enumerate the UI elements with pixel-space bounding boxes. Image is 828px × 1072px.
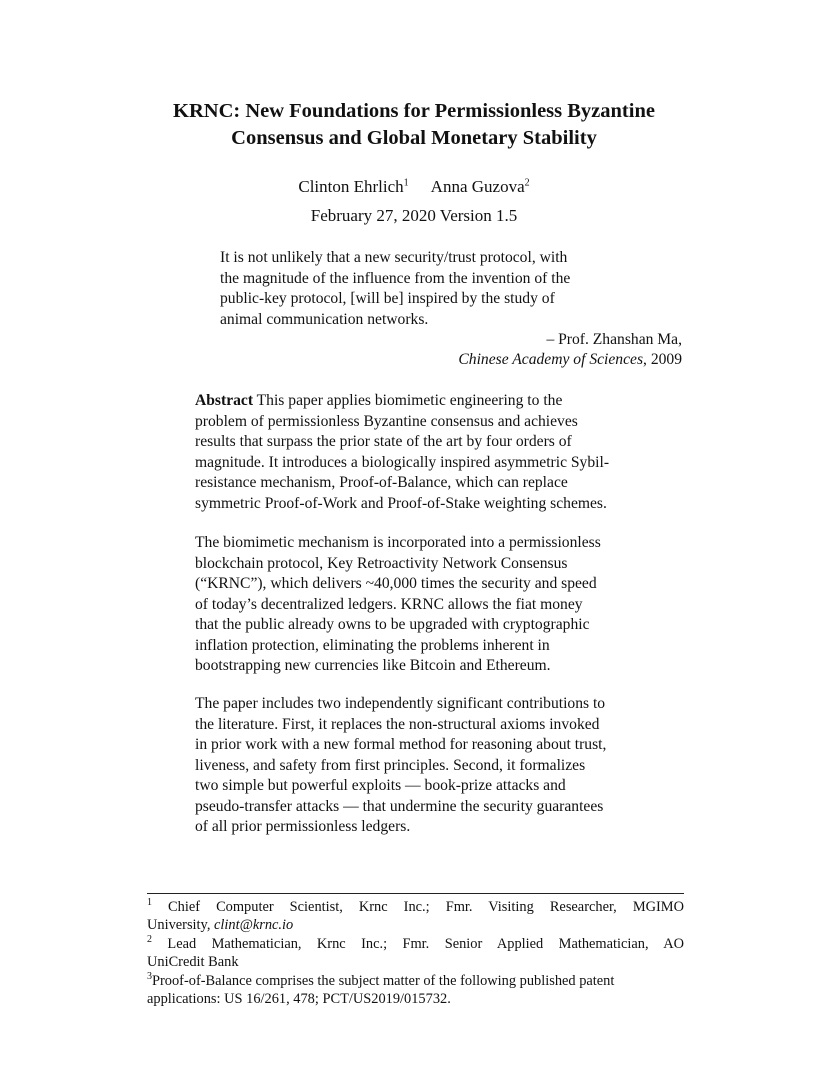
footnote-marker: 1	[403, 177, 409, 189]
abstract-line: pseudo-transfer attacks — that undermine the security guarantees	[195, 797, 604, 815]
abstract-line: of all prior permissionless ledgers.	[195, 818, 411, 835]
epigraph-attribution-source	[262, 350, 682, 371]
footnote-2-line-2: UniCredit Bank	[147, 954, 239, 971]
footnote-marker: 3	[147, 970, 152, 982]
attribution-year: , 2009	[643, 351, 682, 368]
attribution-institution: Chinese Academy of Sciences	[458, 351, 644, 368]
abstract-line: (“KRNC”), which delivers ~40,000 times the security and speed	[195, 575, 597, 592]
abstract-line: resistance mechanism, Proof-of-Balance, which can replace	[195, 474, 568, 491]
footnote-email: clint@krnc.io	[214, 917, 294, 934]
date-version: February 27, 2020 Version 1.5	[310, 206, 518, 225]
epigraph-quote	[220, 248, 640, 330]
abstract-line: blockchain protocol, Key Retroactivity Network Consensus	[195, 554, 568, 572]
paper-title	[100, 98, 728, 152]
author-1	[298, 176, 408, 198]
footnote-1-line-2: University, clint@krnc.io	[147, 917, 294, 934]
abstract-line: symmetric Proof-of-Work and Proof-of-Stake weighting schemes.	[195, 494, 607, 512]
abstract-paragraph-1	[195, 391, 675, 514]
footnote-3-line-1: $^3$Proof-of-Balance comprises the subject matter of the following published patent	[147, 970, 615, 989]
footnote-marker: 2	[524, 177, 530, 189]
abstract-line: bootstrapping new currencies like Bitcoin and Ethereum.	[195, 657, 551, 674]
abstract-line: results that surpass the prior state of the art by four orders of	[195, 433, 572, 450]
author-name: Clinton Ehrlich	[298, 177, 404, 196]
abstract-paragraph-2	[195, 533, 675, 677]
abstract-line: The biomimetic mechanism is incorporated into a permissionless	[195, 534, 601, 551]
epigraph-line: It is not unlikely that a new security/trust protocol, with	[220, 249, 568, 266]
abstract-text: This paper applies biomimetic engineering to the	[253, 392, 563, 409]
epigraph-attribution-name: – Prof. Zhanshan Ma,	[546, 331, 682, 348]
abstract-line: The paper includes two independently significant contributions to	[195, 695, 606, 712]
title-line-1: KRNC: New Foundations for Permissionless Byzantine	[173, 100, 655, 122]
epigraph-line: animal communication networks.	[220, 310, 429, 328]
epigraph-line: the magnitude of the influence from the invention of the	[220, 269, 571, 287]
author-list	[0, 176, 828, 198]
abstract-paragraph-3	[195, 694, 675, 838]
title-line-2: Consensus and Global Monetary Stability	[231, 127, 597, 149]
abstract-line: the literature. First, it replaces the non-structural axioms invoked	[195, 715, 600, 733]
footnote-2-line-1: $^2$ Lead Mathematician, Krnc Inc.; Fmr. Senior Applied Mathematician, AO	[147, 934, 684, 952]
abstract-line: in prior work with a new formal method for reasoning about trust,	[195, 736, 607, 753]
abstract-line: two simple but powerful exploits — book-prize attacks and	[195, 777, 566, 794]
abstract-line: problem of permissionless Byzantine consensus and achieves	[195, 412, 578, 430]
abstract-line	[195, 391, 675, 412]
footnote-marker: 2	[147, 934, 152, 946]
abstract-line: magnitude. It introduces a biologically inspired asymmetric Sybil-	[195, 453, 610, 471]
footnotes	[147, 898, 684, 1008]
author-2	[431, 176, 530, 198]
abstract-heading: Abstract	[195, 392, 254, 409]
footnote-3-line-2: applications: US 16/261, 478; PCT/US2019/015732.	[147, 991, 451, 1008]
footnote-marker: 1	[147, 897, 152, 909]
abstract-line: of today’s decentralized ledgers. KRNC allows the fiat money	[195, 595, 583, 613]
footnote-divider	[147, 893, 684, 894]
author-name: Anna Guzova	[430, 177, 525, 196]
abstract-line: inflation protection, eliminating the problems inherent in	[195, 636, 550, 654]
abstract-line: that the public already owns to be upgraded with cryptographic	[195, 616, 590, 633]
abstract-line: liveness, and safety from first principles. Second, it formalizes	[195, 756, 586, 774]
footnote-1-line-1: $^1$ Chief Computer Scientist, Krnc Inc.; Fmr. Visiting Researcher, MGIMO	[147, 897, 684, 915]
epigraph-line: public-key protocol, [will be] inspired by the study of	[220, 290, 555, 307]
